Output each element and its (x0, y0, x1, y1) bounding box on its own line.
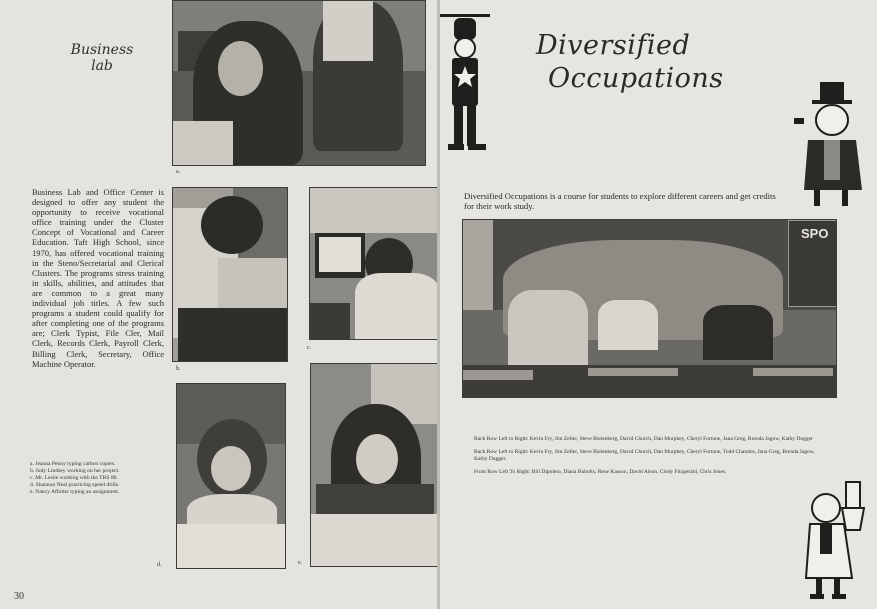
diversified-occupations-title (536, 29, 724, 95)
photo-captions (30, 461, 170, 496)
name-row: Back Row Left to Right: Kevin Fry, Jim Zeller, Steve Bielenberg, David Church, Dan Murphey, Cheryl Fortune, Todd Chandos, Jana Greg, Brenda Jagow, Kathy Dugger. (474, 449, 815, 462)
right-page (440, 0, 877, 609)
group-photo (462, 219, 837, 398)
photo-e (310, 363, 437, 567)
photo-letter: b. (176, 366, 181, 372)
scientist-icon (800, 478, 872, 602)
page-number: 30 (14, 591, 24, 602)
diversified-intro: Diversified Occupations is a course for students to explore different careers and get credits for their work study. (464, 191, 776, 211)
caption-item: e. Nancy Affolter typing an assignment. (30, 489, 120, 495)
title-line: Diversified (536, 30, 691, 61)
toy-soldier-icon (440, 6, 492, 166)
top-hat-man-icon (790, 78, 868, 208)
photo-b (172, 187, 288, 362)
caption-item: b. Judy Lindsey working on her project. (30, 468, 120, 474)
photo-letter: a. (176, 169, 181, 175)
photo-letter: e. (298, 560, 303, 566)
group-photo-names (474, 436, 819, 482)
caption-item: d. Shannon Neal practicing speed drills. (30, 482, 120, 488)
business-lab-body: Business Lab and Office Center is designed to offer any student the opportunity to receive vocational office training under the Cluster Concept of Vocational and Career Education. Taft High School, since 1970, has offered vocational training in the Steno/Secretarial and Clerical Clusters. The programs stress training in skills, abilities, and attitudes that are common to a great many individual job titles. A few such programs a student could qualify for after completing one of the programs are; Clerk Typist, File Cler, Mail Clerk, Records Clerk, Payroll Clerk, Billing Clerk, Secretary, Office Machine Operator. (32, 187, 164, 369)
photo-d (176, 383, 286, 569)
photo-letter: d. (157, 562, 162, 568)
chalkboard-text: SPO (801, 226, 829, 241)
business-lab-title (62, 42, 142, 74)
photo-c (309, 187, 437, 340)
title-line: Occupations (548, 63, 724, 94)
title-line: lab (91, 58, 113, 74)
photo-a (172, 0, 426, 166)
name-row: Front Row Left To Right: Bill Dipoleto, Diana Bubolts, Rene Kasson, David Alson, Cindy Fitzgerald, Chris Jones. (474, 469, 727, 475)
left-page (0, 0, 437, 609)
caption-item: a. Jeanna Penny typing carbon copies. (30, 461, 116, 467)
caption-item: c. Mr. Leslie working with the TRS 80. (30, 475, 118, 481)
name-row: Back Row Left to Right: Kevin Fry, Jim Zeller, Steve Bielenberg, David Church, Dan Murphey, Cheryl Fortune, Jana Greg, Brenda Jagow, Kathy Dugger (474, 436, 813, 442)
title-line: Business (70, 42, 134, 58)
photo-letter: c. (307, 345, 312, 351)
